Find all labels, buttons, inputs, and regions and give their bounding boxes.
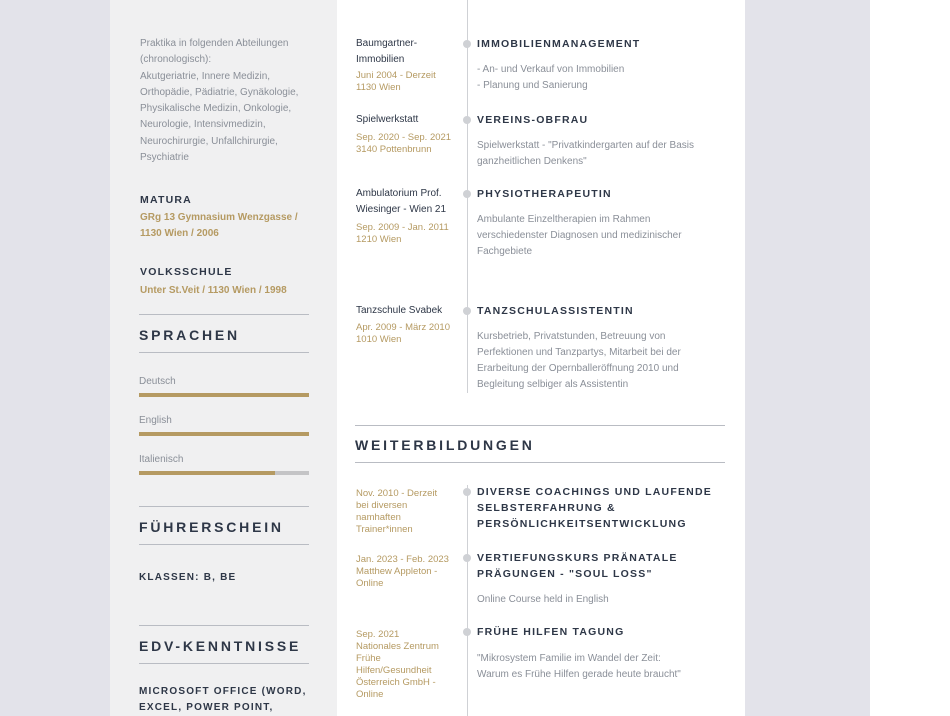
- timeline-dot: [463, 307, 471, 315]
- job-description: [477, 212, 717, 260]
- language-bar: [139, 432, 309, 436]
- text-line: SELBSTERFAHRUNG &: [477, 502, 616, 514]
- course-title: FRÜHE HILFEN TAGUNG: [477, 626, 625, 638]
- text-line: 1010 Wien: [356, 334, 402, 345]
- text-line: Jan. 2023 - Feb. 2023: [356, 554, 449, 565]
- text-line: Tanzschule Svabek: [356, 305, 443, 316]
- text-line: Baumgartner-: [356, 38, 418, 49]
- text-line: Online: [356, 578, 384, 589]
- text-line: Immobilien: [356, 54, 405, 65]
- text-line: 1130 Wien: [356, 82, 401, 93]
- internship-text: [140, 36, 315, 166]
- text-line: - An- und Verkauf von Immobilien: [477, 64, 625, 75]
- it-skills-list: [139, 684, 314, 716]
- language-item: [139, 415, 309, 436]
- text-line: Wiesinger - Wien 21: [356, 204, 447, 215]
- text-line: Online: [356, 689, 384, 700]
- job-date: [356, 70, 461, 94]
- language-name: Deutsch: [139, 376, 176, 387]
- text-line: Frühe: [356, 653, 381, 664]
- text-line: PRÄGUNGEN - "SOUL LOSS": [477, 568, 653, 580]
- volksschule-details: Unter St.Veit / 1130 Wien / 1998: [140, 285, 287, 296]
- job-date: [356, 222, 461, 246]
- text-line: Physikalische Medizin, Onkologie,: [140, 103, 292, 115]
- text-line: DIVERSE COACHINGS UND LAUFENDE: [477, 486, 712, 498]
- text-line: Österreich GmbH -: [356, 677, 436, 688]
- course-title: [477, 550, 737, 582]
- job-title: IMMOBILIENMANAGEMENT: [477, 38, 641, 50]
- text-line: Trainer*innen: [356, 524, 413, 535]
- job-title: PHYSIOTHERAPEUTIN: [477, 188, 612, 200]
- timeline-dot: [463, 116, 471, 124]
- language-bar: [139, 393, 309, 397]
- license-classes: KLASSEN: B, BE: [139, 572, 237, 583]
- text-line: Praktika in folgenden Abteilungen: [140, 38, 289, 49]
- text-line: Ambulante Einzeltherapien im Rahmen: [477, 214, 651, 225]
- language-level: [139, 393, 309, 397]
- text-line: Neurologie, Intensivmedizin,: [140, 119, 266, 131]
- text-line: VERTIEFUNGSKURS PRÄNATALE: [477, 552, 678, 564]
- language-name: Italienisch: [139, 454, 184, 465]
- timeline-dot: [463, 628, 471, 636]
- language-name: English: [139, 415, 172, 426]
- course-date: [356, 629, 461, 701]
- text-line: 1130 Wien / 2006: [140, 228, 219, 239]
- language-item: [139, 376, 309, 397]
- job-title: VEREINS-OBFRAU: [477, 114, 589, 126]
- job-description: [477, 62, 717, 94]
- text-line: verschiedenster Diagnosen und medizinischer: [477, 230, 682, 241]
- text-line: Ambulatorium Prof.: [356, 188, 442, 199]
- text-line: Nov. 2010 - Derzeit: [356, 488, 438, 499]
- employer: [356, 303, 461, 319]
- language-level: [139, 432, 309, 436]
- text-line: PERSÖNLICHKEITSENTWICKLUNG: [477, 518, 687, 530]
- it-skills-heading: EDV-KENNTNISSE: [139, 625, 309, 664]
- text-line: 3140 Pottenbrunn: [356, 144, 432, 155]
- language-level: [139, 471, 275, 475]
- course-description: Online Course held in English: [477, 594, 609, 605]
- course-date: [356, 554, 461, 590]
- timeline-dot: [463, 554, 471, 562]
- matura-details: [140, 210, 315, 242]
- course-title: [477, 484, 737, 532]
- text-line: "Mikrosystem Familie im Wandel der Zeit:: [477, 653, 661, 664]
- course-description: [477, 651, 717, 683]
- text-line: (chronologisch):: [140, 54, 212, 66]
- text-line: ganzheitlichen Denkens": [477, 156, 587, 167]
- text-line: Matthew Appleton -: [356, 566, 438, 577]
- text-line: EXCEL, POWER POINT,: [139, 702, 274, 713]
- text-line: Nationales Zentrum: [356, 641, 439, 652]
- text-line: Neurochirurgie, Unfallchirurgie,: [140, 135, 278, 147]
- text-line: Perfektionen und Tanzpartys, Mitarbeit bei der: [477, 347, 681, 358]
- text-line: bei diversen: [356, 500, 408, 511]
- volksschule-title: VOLKSSCHULE: [140, 266, 233, 278]
- languages-heading: SPRACHEN: [139, 314, 309, 353]
- text-line: Apr. 2009 - März 2010: [356, 322, 450, 333]
- text-line: Spielwerkstatt: [356, 114, 419, 125]
- employer: [356, 36, 461, 68]
- text-line: Warum es Frühe Hilfen gerade heute braucht": [477, 669, 681, 680]
- text-line: Spielwerkstatt - "Privatkindergarten auf der Basis: [477, 140, 694, 151]
- job-title: TANZSCHULASSISTENTIN: [477, 305, 634, 317]
- text-line: Sep. 2020 - Sep. 2021: [356, 132, 452, 143]
- text-line: Hilfen/Gesundheit: [356, 665, 432, 676]
- text-line: Orthopädie, Pädiatrie, Gynäkologie,: [140, 86, 299, 98]
- text-line: GRg 13 Gymnasium Wenzgasse /: [140, 212, 298, 223]
- text-line: Begleitung selbiger als Assistentin: [477, 379, 629, 390]
- text-line: namhaften: [356, 512, 401, 523]
- text-line: 1210 Wien: [356, 234, 402, 245]
- timeline-dot: [463, 40, 471, 48]
- language-bar: [139, 471, 309, 475]
- sidebar: [110, 0, 337, 716]
- license-heading: FÜHRERSCHEIN: [139, 506, 309, 545]
- text-line: Sep. 2021: [356, 629, 400, 640]
- job-description: [477, 138, 717, 170]
- timeline-line: [467, 485, 468, 716]
- text-line: - Planung und Sanierung: [477, 80, 588, 91]
- text-line: Erarbeitung der Opernballeröffnung 2010 und: [477, 363, 679, 374]
- text-line: Fachgebiete: [477, 246, 533, 257]
- background-panel: [870, 0, 950, 716]
- job-date: [356, 322, 461, 346]
- job-description: [477, 329, 717, 393]
- timeline-dot: [463, 488, 471, 496]
- text-line: MICROSOFT OFFICE (WORD,: [139, 686, 307, 697]
- text-line: Juni 2004 - Derzeit: [356, 70, 436, 81]
- employer: [356, 186, 461, 218]
- further-education-heading: WEITERBILDUNGEN: [355, 425, 725, 463]
- timeline-dot: [463, 190, 471, 198]
- text-line: Sep. 2009 - Jan. 2011: [356, 222, 449, 233]
- matura-title: MATURA: [140, 194, 192, 206]
- text-line: Psychiatrie: [140, 152, 189, 164]
- job-date: [356, 132, 461, 156]
- cv-page: [110, 0, 745, 716]
- language-item: [139, 454, 309, 475]
- text-line: Akutgeriatrie, Innere Medizin,: [140, 70, 271, 82]
- course-date: [356, 488, 461, 536]
- text-line: Kursbetrieb, Privatstunden, Betreuung von: [477, 331, 666, 342]
- employer: [356, 112, 461, 128]
